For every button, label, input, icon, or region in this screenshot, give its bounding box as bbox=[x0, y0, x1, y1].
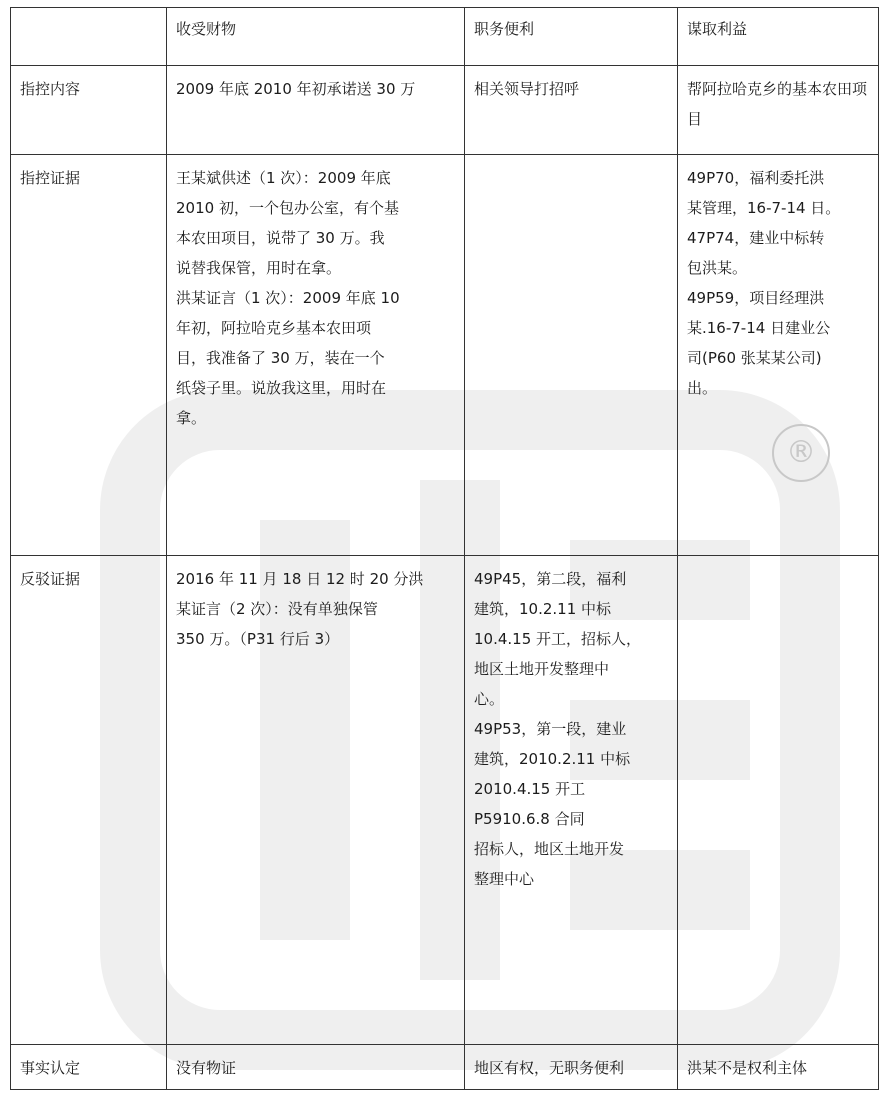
text-line: 本农田项目，说带了 30 万。我 bbox=[176, 229, 385, 247]
text-line: P5910.6.8 合同 bbox=[474, 810, 585, 828]
text-line: 目，我准备了 30 万，装在一个 bbox=[176, 349, 385, 367]
row-label: 反驳证据 bbox=[11, 556, 167, 1045]
cell-official-convenience bbox=[465, 155, 678, 556]
text-line: 350 万。（P31 行后 3） bbox=[176, 630, 340, 648]
text-line: 整理中心 bbox=[474, 870, 535, 888]
table-header-row bbox=[11, 8, 879, 66]
text-line: 47P74，建业中标转 bbox=[687, 229, 825, 247]
text-line: 2010 初，一个包办公室，有个基 bbox=[176, 199, 399, 217]
cell-seek-benefit bbox=[678, 556, 879, 1045]
text-line: 招标人，地区土地开发 bbox=[474, 840, 625, 858]
cell-official-convenience: 相关领导打招呼 bbox=[465, 66, 678, 155]
text-line: 建筑，2010.2.11 中标 bbox=[474, 750, 631, 768]
text-line: 建筑，10.2.11 中标 bbox=[474, 600, 612, 618]
text-line: 某管理，16-7-14 日。 bbox=[687, 199, 841, 217]
table-row-charge-content bbox=[11, 66, 879, 155]
evidence-table bbox=[10, 7, 879, 1090]
text-line: 包洪某。 bbox=[687, 259, 748, 277]
row-label: 指控内容 bbox=[11, 66, 167, 155]
table-row-rebuttal-evidence bbox=[11, 556, 879, 1045]
cell-receive-property bbox=[167, 155, 465, 556]
text-line: 洪某证言（1 次）：2009 年底 10 bbox=[176, 289, 400, 307]
table-row-charge-evidence bbox=[11, 155, 879, 556]
text-line: 2016 年 11 月 18 日 12 时 20 分洪 bbox=[176, 570, 424, 588]
text-line: 49P45，第二段，福利 bbox=[474, 570, 627, 588]
header-seek-benefit: 谋取利益 bbox=[678, 8, 879, 66]
row-label: 指控证据 bbox=[11, 155, 167, 556]
cell-seek-benefit: 帮阿拉哈克乡的基本农田项目 bbox=[678, 66, 879, 155]
text-line: 司(P60 张某某公司) bbox=[687, 349, 822, 367]
row-label: 事实认定 bbox=[11, 1045, 167, 1090]
text-line: 49P59，项目经理洪 bbox=[687, 289, 825, 307]
text-line: 2010.4.15 开工 bbox=[474, 780, 586, 798]
text-line: 某.16-7-14 日建业公 bbox=[687, 319, 831, 337]
text-line: 年初，阿拉哈克乡基本农田项 bbox=[176, 319, 372, 337]
text-line: 心。 bbox=[474, 690, 505, 708]
text-line: 地区土地开发整理中 bbox=[474, 660, 610, 678]
text-line: 出。 bbox=[687, 379, 718, 397]
cell-seek-benefit: 洪某不是权利主体 bbox=[678, 1045, 879, 1090]
header-blank bbox=[11, 8, 167, 66]
text-line: 纸袋子里。说放我这里，用时在 bbox=[176, 379, 387, 397]
text-line: 10.4.15 开工，招标人， bbox=[474, 630, 642, 648]
registered-mark-icon: ® bbox=[772, 424, 830, 482]
text-line: 说替我保管，用时在拿。 bbox=[176, 259, 342, 277]
cell-seek-benefit bbox=[678, 155, 879, 556]
cell-official-convenience: 地区有权，无职务便利 bbox=[465, 1045, 678, 1090]
text-line: 49P70，福利委托洪 bbox=[687, 169, 825, 187]
header-receive-property: 收受财物 bbox=[167, 8, 465, 66]
text-line: 某证言（2 次）：没有单独保管 bbox=[176, 600, 378, 618]
text-line: 49P53，第一段，建业 bbox=[474, 720, 627, 738]
cell-official-convenience bbox=[465, 556, 678, 1045]
cell-receive-property: 没有物证 bbox=[167, 1045, 465, 1090]
cell-receive-property bbox=[167, 556, 465, 1045]
header-official-convenience: 职务便利 bbox=[465, 8, 678, 66]
table-row-fact-finding bbox=[11, 1045, 879, 1090]
text-line: 拿。 bbox=[176, 409, 207, 427]
cell-receive-property: 2009 年底 2010 年初承诺送 30 万 bbox=[167, 66, 465, 155]
text-line: 王某斌供述（1 次）：2009 年底 bbox=[176, 169, 391, 187]
